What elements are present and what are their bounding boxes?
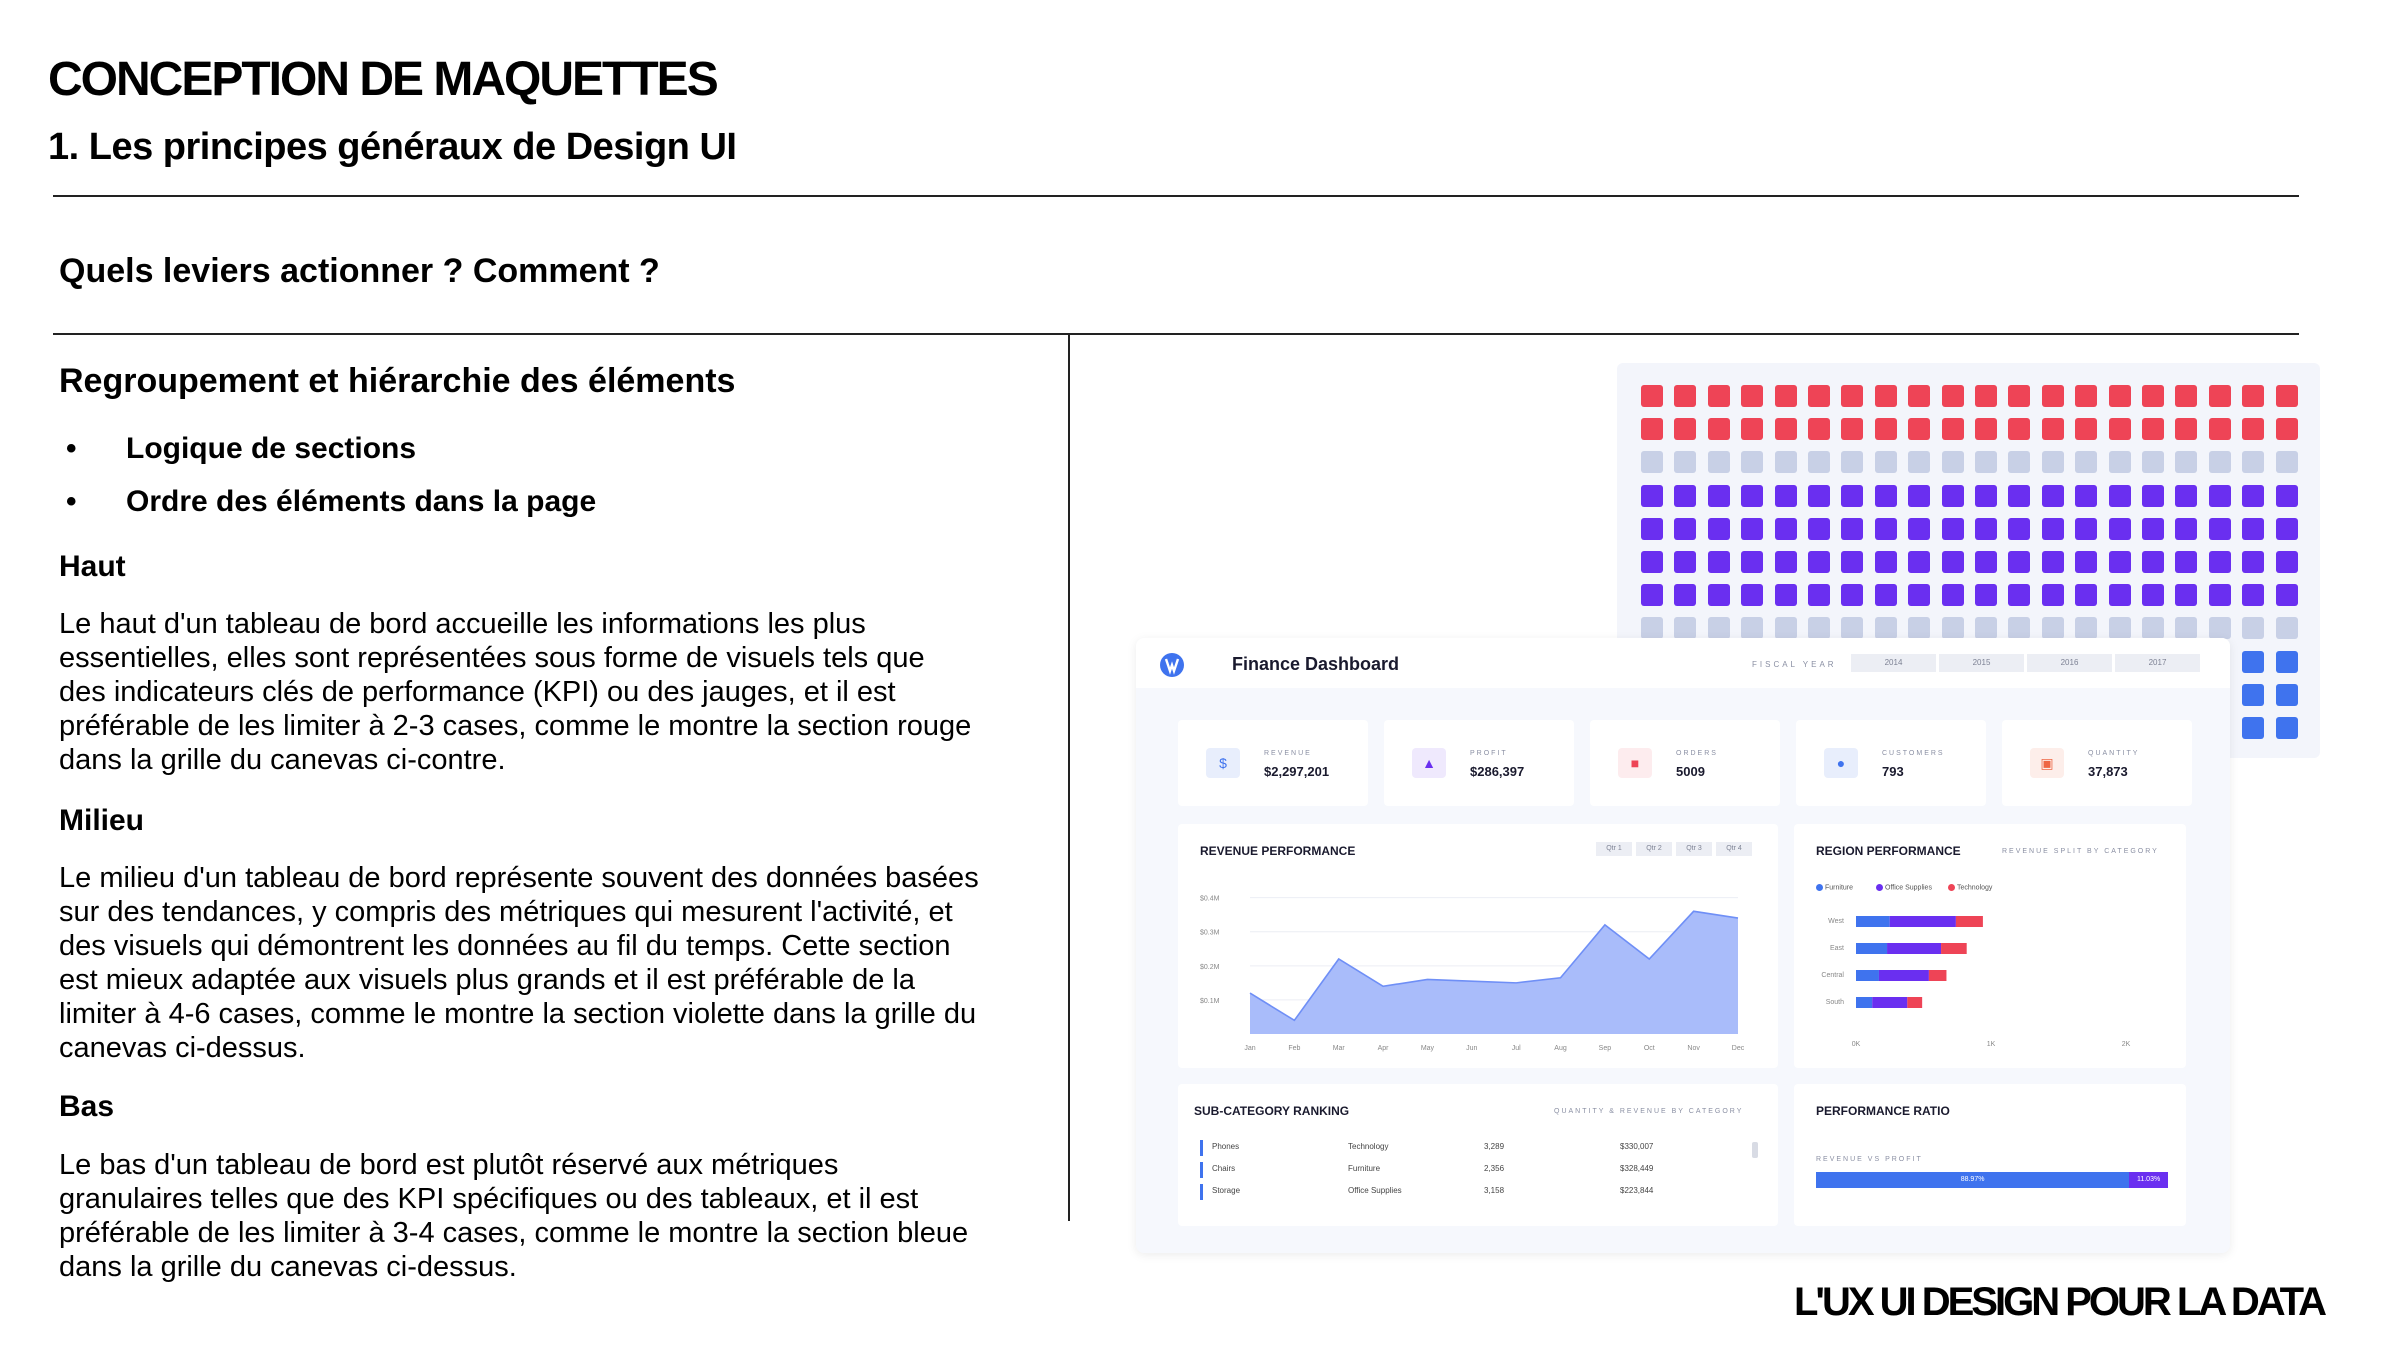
grid-cell-purple — [2042, 485, 2064, 507]
grid-cell-red — [1708, 418, 1730, 440]
grid-cell-red — [1708, 385, 1730, 407]
section-heading: Regroupement et hiérarchie des éléments — [59, 362, 736, 400]
revenue-xtick-label: Apr — [1377, 1045, 1389, 1052]
grid-cell-purple — [1741, 551, 1763, 573]
region-category-label: Central — [1821, 972, 1844, 979]
grid-cell-red — [1808, 385, 1830, 407]
grid-cell-purple — [2175, 584, 2197, 606]
region-bar-segment — [1872, 997, 1907, 1008]
grid-cell-purple — [1908, 518, 1930, 540]
kpi-value: 37,873 — [2088, 764, 2128, 779]
grid-cell-grey — [2008, 451, 2030, 473]
kpi-value: $286,397 — [1470, 764, 1525, 779]
grid-cell-grey — [1708, 617, 1730, 639]
revenue-xtick-label: Dec — [1731, 1045, 1745, 1052]
grid-cell-blue — [2242, 717, 2264, 739]
region-bar-segment — [1856, 970, 1879, 981]
grid-cell-grey — [1741, 617, 1763, 639]
ratio-bar — [1816, 1172, 2168, 1188]
kpi-value: 793 — [1882, 764, 1904, 779]
kpi-card-revenue — [1178, 720, 1368, 806]
grid-cell-grey — [2242, 451, 2264, 473]
ratio-panel-title: PERFORMANCE RATIO — [1816, 1104, 1950, 1118]
grid-cell-purple — [2008, 584, 2030, 606]
grid-cell-red — [1908, 418, 1930, 440]
box-icon: ▣ — [2030, 748, 2064, 778]
revenue-xtick-label: Jul — [1511, 1045, 1521, 1052]
grid-cell-red — [2276, 418, 2298, 440]
grid-cell-grey — [2008, 617, 2030, 639]
grid-cell-blue — [2242, 684, 2264, 706]
region-xtick-label: 0K — [1851, 1041, 1861, 1048]
grid-cell-purple — [2175, 485, 2197, 507]
legend-item — [1876, 884, 1932, 891]
grid-cell-purple — [1808, 485, 1830, 507]
revenue-xtick-label: Jun — [1466, 1045, 1478, 1052]
grid-cell-grey — [2042, 617, 2064, 639]
grid-cell-grey — [1641, 617, 1663, 639]
region-category-label: South — [1825, 999, 1844, 1006]
grid-cell-grey — [1674, 451, 1696, 473]
grid-cell-red — [2109, 418, 2131, 440]
ranking-cell-revenue: $223,844 — [1620, 1186, 1654, 1195]
grid-cell-grey — [1808, 617, 1830, 639]
legend-item — [1816, 884, 1853, 891]
grid-cell-grey — [2142, 451, 2164, 473]
year-filter-2015[interactable]: 2015 — [1939, 654, 2024, 672]
grid-cell-red — [1875, 385, 1897, 407]
region-xtick-label: 1K — [1986, 1041, 1996, 1048]
grid-cell-purple — [1708, 485, 1730, 507]
kpi-label: CUSTOMERS — [1882, 750, 1945, 757]
ratio-revenue-segment: 88.97% — [1816, 1172, 2129, 1188]
grid-cell-red — [2075, 418, 2097, 440]
kpi-label: REVENUE — [1264, 750, 1312, 757]
legend-label: Office Supplies — [1885, 884, 1932, 892]
grid-cell-purple — [1841, 551, 1863, 573]
grid-cell-grey — [2209, 451, 2231, 473]
bullet-item — [66, 432, 416, 466]
revenue-xtick-label: Feb — [1288, 1045, 1301, 1052]
grid-cell-grey — [1975, 617, 1997, 639]
kpi-label: PROFIT — [1470, 750, 1508, 757]
revenue-ytick-label: $0.3M — [1200, 929, 1220, 937]
truck-icon: ■ — [1618, 748, 1652, 778]
grid-cell-red — [1841, 385, 1863, 407]
grid-cell-purple — [1841, 584, 1863, 606]
grid-cell-red — [2109, 385, 2131, 407]
grid-cell-purple — [1641, 584, 1663, 606]
grid-cell-purple — [2142, 551, 2164, 573]
grid-cell-purple — [1674, 584, 1696, 606]
grid-cell-purple — [1708, 551, 1730, 573]
region-bar-segment — [1929, 970, 1947, 981]
legend-label: Technology — [1957, 884, 1993, 892]
grid-cell-grey — [1775, 451, 1797, 473]
year-filter-2016[interactable]: 2016 — [2027, 654, 2112, 672]
grid-cell-purple — [2008, 551, 2030, 573]
grid-cell-blue — [2276, 717, 2298, 739]
region-bar-segment — [1856, 997, 1872, 1008]
grid-cell-red — [1741, 418, 1763, 440]
grid-cell-grey — [1775, 617, 1797, 639]
grid-cell-red — [2242, 418, 2264, 440]
kpi-label: ORDERS — [1676, 750, 1718, 757]
divider-top — [53, 195, 2299, 197]
revenue-xtick-label: Jan — [1244, 1045, 1256, 1052]
finance-dashboard — [1136, 638, 2230, 1253]
grid-cell-red — [1942, 385, 1964, 407]
grid-cell-purple — [2142, 485, 2164, 507]
region-bar-segment — [1856, 916, 1890, 927]
bullet-text: Logique de sections — [126, 432, 417, 465]
performance-ratio-panel — [1794, 1084, 2186, 1226]
grid-cell-grey — [2209, 617, 2231, 639]
question-heading: Quels leviers actionner ? Comment ? — [59, 252, 660, 290]
region-bar-segment — [1907, 997, 1922, 1008]
grid-cell-purple — [2276, 485, 2298, 507]
grid-cell-grey — [1741, 451, 1763, 473]
region-category-label: West — [1828, 918, 1844, 925]
bullet-text: Ordre des éléments dans la page — [126, 485, 597, 518]
grid-cell-red — [2042, 418, 2064, 440]
grid-cell-purple — [2175, 551, 2197, 573]
grid-cell-purple — [2242, 551, 2264, 573]
quarter-filter[interactable]: Qtr 2 — [1636, 842, 1672, 856]
ratio-profit-segment: 11.03% — [2136, 1176, 2161, 1183]
grid-cell-purple — [1808, 518, 1830, 540]
bullet-marker: • — [66, 485, 77, 518]
grid-cell-red — [2175, 418, 2197, 440]
grid-cell-purple — [2209, 551, 2231, 573]
revenue-area-chart — [1178, 824, 1778, 1068]
grid-cell-blue — [2276, 684, 2298, 706]
part-title-haut: Haut — [59, 550, 126, 583]
grid-cell-grey — [1708, 451, 1730, 473]
grid-cell-purple — [2042, 518, 2064, 540]
legend-item — [1948, 884, 1992, 891]
quarter-filter[interactable]: Qtr 1 — [1596, 842, 1632, 856]
grid-cell-red — [2242, 385, 2264, 407]
grid-cell-red — [1775, 418, 1797, 440]
footer-brand: L'UX UI DESIGN POUR LA DATA — [1794, 1280, 2324, 1324]
grid-cell-red — [1908, 385, 1930, 407]
part-text-milieu: Le milieu d'un tableau de bord représente souvent des données basées sur des tendances, y compris des métriques qui mesurent l'activité, et des visuels qui démontrent les données au fil du temps. Cette section est mieux adaptée aux visuels plus grands et il est préférable de la limiter à 4-6 cases, comme le montre la section violette dans la grille du canevas ci-dessus. — [59, 862, 979, 1064]
grid-cell-grey — [1875, 451, 1897, 473]
grid-cell-purple — [1875, 518, 1897, 540]
grid-cell-purple — [2109, 518, 2131, 540]
grid-cell-red — [1775, 385, 1797, 407]
grid-cell-purple — [1708, 518, 1730, 540]
year-filter-2014[interactable]: 2014 — [1851, 654, 1936, 672]
revenue-xtick-label: Oct — [1643, 1045, 1655, 1052]
grid-cell-purple — [1975, 518, 1997, 540]
subcategory-ranking-panel — [1178, 1084, 1778, 1226]
grid-cell-grey — [2109, 617, 2131, 639]
revenue-ytick-label: $0.2M — [1200, 963, 1220, 971]
grid-cell-red — [1641, 418, 1663, 440]
part-text-haut: Le haut d'un tableau de bord accueille les informations les plus essentielles, elles sont représentées sous forme de visuels tels que des indicateurs clés de performance (KPI) ou des jauges, et il est préférable de les limiter à 2-3 cases, comme le montre la section rouge dans la grille du canevas ci-contre. — [59, 608, 972, 776]
grid-cell-purple — [1674, 551, 1696, 573]
dashboard-title: Finance Dashboard — [1232, 654, 1400, 674]
part-text-bas: Le bas d'un tableau de bord est plutôt réservé aux métriques granulaires telles que des KPI spécifiques ou des tableaux, et il est préférable de les limiter à 3-4 cases, comme le montre la section bleue dans la grille du canevas ci-dessus. — [59, 1149, 969, 1283]
grid-cell-purple — [2175, 518, 2197, 540]
grid-cell-grey — [2075, 617, 2097, 639]
region-bar-segment — [1887, 943, 1941, 954]
grid-cell-red — [2142, 418, 2164, 440]
grid-cell-purple — [1641, 551, 1663, 573]
kpi-card-quantity — [2002, 720, 2192, 806]
region-category-label: East — [1829, 945, 1844, 952]
ranking-cell-name: Storage — [1212, 1186, 1241, 1195]
legend-dot — [1816, 884, 1823, 891]
grid-cell-grey — [1875, 617, 1897, 639]
grid-cell-purple — [1942, 551, 1964, 573]
grid-cell-purple — [2008, 485, 2030, 507]
grid-cell-grey — [2109, 451, 2131, 473]
grid-cell-purple — [1841, 518, 1863, 540]
revenue-xtick-label: Mar — [1332, 1045, 1345, 1052]
ranking-cell-qty: 3,158 — [1484, 1186, 1505, 1195]
region-bar-segment — [1879, 970, 1929, 981]
grid-cell-purple — [2075, 551, 2097, 573]
grid-cell-red — [1975, 385, 1997, 407]
grid-cell-purple — [1741, 485, 1763, 507]
dollar-icon: $ — [1206, 748, 1240, 778]
grid-cell-red — [1741, 385, 1763, 407]
grid-cell-purple — [1875, 551, 1897, 573]
kpi-value: $2,297,201 — [1264, 764, 1330, 779]
grid-cell-purple — [1942, 485, 1964, 507]
grid-cell-purple — [2075, 584, 2097, 606]
kpi-card-customers — [1796, 720, 1986, 806]
bank-icon: ▲ — [1412, 748, 1446, 778]
grid-cell-purple — [2109, 584, 2131, 606]
grid-cell-purple — [2209, 485, 2231, 507]
grid-cell-purple — [2109, 485, 2131, 507]
grid-cell-red — [1641, 385, 1663, 407]
slide-subtitle: 1. Les principes généraux de Design UI — [48, 126, 737, 168]
part-title-milieu: Milieu — [59, 804, 145, 837]
grid-cell-purple — [1808, 584, 1830, 606]
grid-cell-purple — [1875, 485, 1897, 507]
revenue-xtick-label: May — [1420, 1045, 1435, 1052]
grid-cell-red — [2042, 385, 2064, 407]
grid-cell-red — [1875, 418, 1897, 440]
ranking-cell-category: Technology — [1348, 1142, 1389, 1151]
grid-cell-grey — [1841, 617, 1863, 639]
ranking-panel-subtitle: QUANTITY & REVENUE BY CATEGORY — [1554, 1108, 1744, 1115]
grid-cell-red — [2008, 418, 2030, 440]
grid-cell-red — [2276, 385, 2298, 407]
grid-cell-purple — [2142, 518, 2164, 540]
region-performance-panel — [1794, 824, 2186, 1068]
grid-cell-purple — [2209, 518, 2231, 540]
grid-cell-purple — [1975, 584, 1997, 606]
grid-cell-red — [2209, 385, 2231, 407]
grid-cell-blue — [2242, 651, 2264, 673]
grid-cell-red — [2209, 418, 2231, 440]
kpi-card-profit — [1384, 720, 1574, 806]
kpi-label: QUANTITY — [2088, 750, 2140, 757]
ranking-cell-category: Furniture — [1348, 1164, 1381, 1173]
ranking-cell-name: Chairs — [1212, 1164, 1236, 1173]
ranking-row-marker — [1200, 1184, 1203, 1200]
grid-cell-purple — [1775, 584, 1797, 606]
ranking-cell-qty: 2,356 — [1484, 1164, 1505, 1173]
ranking-cell-name: Phones — [1212, 1142, 1240, 1151]
fiscal-year-label: FISCAL YEAR — [1752, 660, 1837, 669]
grid-cell-red — [2008, 385, 2030, 407]
grid-cell-purple — [1641, 485, 1663, 507]
grid-cell-grey — [1808, 451, 1830, 473]
ranking-cell-revenue: $330,007 — [1620, 1142, 1654, 1151]
grid-cell-red — [1808, 418, 1830, 440]
grid-cell-grey — [1841, 451, 1863, 473]
grid-cell-red — [2142, 385, 2164, 407]
grid-cell-purple — [2109, 551, 2131, 573]
grid-cell-grey — [2075, 451, 2097, 473]
grid-cell-grey — [2042, 451, 2064, 473]
grid-cell-grey — [1975, 451, 1997, 473]
grid-cell-purple — [1908, 485, 1930, 507]
revenue-area — [1250, 911, 1738, 1034]
grid-cell-red — [1674, 385, 1696, 407]
users-icon: ● — [1824, 748, 1858, 778]
grid-cell-grey — [1942, 451, 1964, 473]
grid-cell-purple — [2142, 584, 2164, 606]
grid-cell-purple — [1908, 551, 1930, 573]
grid-cell-purple — [1775, 518, 1797, 540]
kpi-card-orders — [1590, 720, 1780, 806]
year-filter-2017[interactable]: 2017 — [2115, 654, 2200, 672]
grid-cell-purple — [2242, 518, 2264, 540]
grid-cell-purple — [1641, 518, 1663, 540]
slide-title: CONCEPTION DE MAQUETTES — [48, 53, 717, 106]
region-panel-title: REGION PERFORMANCE — [1816, 844, 1961, 858]
grid-cell-purple — [1741, 584, 1763, 606]
revenue-ytick-label: $0.1M — [1200, 997, 1220, 1005]
grid-cell-purple — [1942, 584, 1964, 606]
grid-cell-grey — [1942, 617, 1964, 639]
grid-cell-purple — [1942, 518, 1964, 540]
ranking-row-marker — [1200, 1140, 1203, 1156]
region-bar-segment — [1941, 943, 1967, 954]
grid-cell-red — [1674, 418, 1696, 440]
revenue-panel-title: REVENUE PERFORMANCE — [1200, 844, 1356, 858]
divider-vertical — [1068, 334, 1070, 1221]
grid-cell-purple — [2008, 518, 2030, 540]
grid-cell-purple — [2276, 584, 2298, 606]
legend-dot — [1876, 884, 1883, 891]
dashboard-logo-icon — [1158, 651, 1186, 679]
legend-dot — [1948, 884, 1955, 891]
grid-cell-purple — [1975, 485, 1997, 507]
grid-cell-purple — [1841, 485, 1863, 507]
ranking-panel-title: SUB-CATEGORY RANKING — [1194, 1104, 1350, 1118]
grid-cell-purple — [2209, 584, 2231, 606]
ranking-scrollbar[interactable] — [1752, 1142, 1758, 1158]
ranking-cell-category: Office Supplies — [1348, 1186, 1402, 1195]
grid-cell-grey — [1641, 451, 1663, 473]
grid-cell-purple — [2242, 584, 2264, 606]
grid-cell-purple — [1775, 551, 1797, 573]
grid-cell-red — [2075, 385, 2097, 407]
grid-cell-purple — [2276, 551, 2298, 573]
grid-cell-purple — [1708, 584, 1730, 606]
revenue-xtick-label: Nov — [1687, 1045, 1700, 1052]
quarter-filter[interactable]: Qtr 3 — [1676, 842, 1712, 856]
grid-cell-purple — [2276, 518, 2298, 540]
quarter-filter[interactable]: Qtr 4 — [1716, 842, 1752, 856]
bullet-item — [66, 485, 596, 519]
dashboard-header — [1136, 638, 2230, 688]
legend-label: Furniture — [1825, 884, 1854, 892]
grid-cell-grey — [2242, 617, 2264, 639]
grid-cell-purple — [1741, 518, 1763, 540]
grid-cell-blue — [2276, 651, 2298, 673]
grid-cell-purple — [2242, 485, 2264, 507]
grid-cell-purple — [1775, 485, 1797, 507]
grid-cell-purple — [1674, 485, 1696, 507]
grid-cell-grey — [1908, 451, 1930, 473]
grid-cell-grey — [1674, 617, 1696, 639]
grid-cell-purple — [1908, 584, 1930, 606]
grid-cell-grey — [2175, 617, 2197, 639]
grid-cell-purple — [2042, 551, 2064, 573]
revenue-performance-panel — [1178, 824, 1778, 1068]
grid-cell-purple — [1674, 518, 1696, 540]
bullet-marker: • — [66, 432, 77, 465]
region-bar-chart — [1794, 824, 2186, 1068]
grid-cell-purple — [1808, 551, 1830, 573]
grid-cell-red — [1942, 418, 1964, 440]
grid-cell-purple — [2042, 584, 2064, 606]
grid-cell-red — [1841, 418, 1863, 440]
grid-cell-grey — [2175, 451, 2197, 473]
grid-cell-grey — [1908, 617, 1930, 639]
region-bar-segment — [1856, 943, 1887, 954]
grid-cell-grey — [2276, 617, 2298, 639]
grid-cell-purple — [1875, 584, 1897, 606]
grid-cell-purple — [2075, 485, 2097, 507]
ranking-cell-qty: 3,289 — [1484, 1142, 1505, 1151]
grid-cell-grey — [2276, 451, 2298, 473]
grid-cell-red — [1975, 418, 1997, 440]
grid-cell-grey — [2142, 617, 2164, 639]
kpi-value: 5009 — [1676, 764, 1705, 779]
grid-cell-purple — [2075, 518, 2097, 540]
ratio-panel-subtitle: REVENUE VS PROFIT — [1816, 1156, 1923, 1163]
ranking-row-marker — [1200, 1162, 1203, 1178]
revenue-xtick-label: Sep — [1598, 1045, 1612, 1052]
revenue-xtick-label: Aug — [1554, 1045, 1567, 1052]
region-panel-subtitle: REVENUE SPLIT BY CATEGORY — [2002, 848, 2159, 855]
region-xtick-label: 2K — [2121, 1041, 2131, 1048]
region-bar-segment — [1956, 916, 1983, 927]
grid-cell-purple — [1975, 551, 1997, 573]
region-bar-segment — [1890, 916, 1956, 927]
grid-cell-red — [2175, 385, 2197, 407]
revenue-ytick-label: $0.4M — [1200, 895, 1220, 903]
divider-middle — [53, 333, 2299, 335]
ranking-cell-revenue: $328,449 — [1620, 1164, 1654, 1173]
part-title-bas: Bas — [59, 1090, 115, 1123]
